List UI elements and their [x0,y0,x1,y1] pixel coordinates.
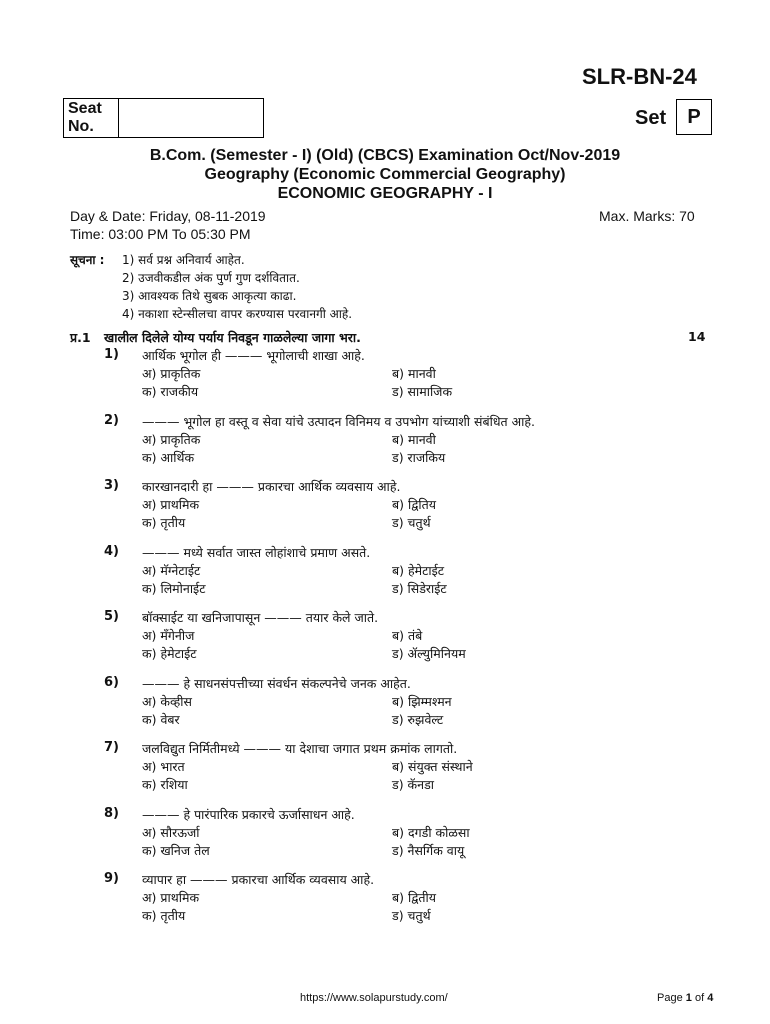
instruction-item: 4) नकाशा स्टेन्सीलचा वापर करण्यास परवानगी आहे. [122,307,353,321]
option-c: क) तृतीय [142,908,186,923]
instructions-label: सूचना : [70,253,105,267]
option-a: अ) मॅंगेनीज [142,628,195,643]
section-heading: खालील दिलेले योग्य पर्याय निवडून गाळलेल्या जागा भरा. [104,330,361,345]
question-text: जलविद्युत निर्मितीमध्ये ——— या देशाचा जगात प्रथम क्रमांक लागतो. [142,741,458,756]
question-text: ——— मध्ये सर्वात जास्त लोहांशाचे प्रमाण असते. [142,544,371,560]
question-number: 8) [104,805,119,821]
option-d: ड) कॅनडा [392,777,435,792]
page-number [657,992,713,1004]
seat-label-line1: Seat [68,100,102,117]
option-c: क) लिमोनाईट [142,580,206,596]
page-label: Page [657,992,683,1004]
question-number: 6) [104,674,119,690]
page-current: 1 [685,992,692,1004]
option-a: अ) प्राथमिक [142,497,200,512]
instruction-item: 1) सर्व प्रश्न अनिवार्य आहेत. [122,253,245,267]
option-c: क) हेमेटाईट [142,646,197,661]
instruction-item: 2) उजवीकडील अंक पुर्ण गुण दर्शवितात. [122,271,300,285]
seat-label-line2: No. [68,118,94,135]
question-number: 7) [104,740,119,755]
option-b: ब) दगडी कोळसा [392,824,470,840]
set-value-box: P [676,99,712,135]
option-d: ड) राजकिय [392,449,446,465]
question-number: 1) [104,347,119,362]
question-number: 9) [104,871,119,886]
section-marks: 14 [688,329,706,344]
question-text: ——— हे पारंपारिक प्रकारचे ऊर्जासाधन आहे. [142,806,355,822]
option-c: क) आर्थिक [142,449,195,465]
option-d: ड) सामाजिक [392,384,453,399]
option-a: अ) प्राथमिक [142,890,200,905]
exam-title: B.Com. (Semester - I) (Old) (CBCS) Examination Oct/Nov-2019 [149,147,621,164]
subject-title: Geography (Economic Commercial Geography) [204,166,566,183]
page-total: 4 [707,992,714,1004]
seat-number-field [119,99,263,137]
max-marks: Max. Marks: 70 [599,208,695,224]
option-c: क) तृतीय [142,515,186,530]
option-d: ड) रुझवेल्ट [392,711,444,727]
question-text: ——— भूगोल हा वस्तू व सेवा यांचे उत्पादन विनिमय व उपभोग यांच्याशी संबंधित आहे. [142,413,536,429]
paper-code: SLR-BN-24 [582,64,697,89]
option-a: अ) प्राकृतिक [142,431,201,447]
question-text: बॉक्साईट या खनिजापासून ——— तयार केले जाते. [142,610,379,625]
option-c: क) रशिया [142,777,188,792]
option-c: क) खनिज तेल [142,842,210,858]
seat-number-box [63,98,264,138]
section-number: प्र.1 [70,330,91,345]
option-d: ड) सिडेराईट [392,580,447,596]
option-b: ब) द्वितीय [392,890,437,905]
option-a: अ) मॅग्नेटाईट [142,562,201,578]
question-text: व्यापार हा ——— प्रकारचा आर्थिक व्यवसाय आहे. [142,872,375,887]
option-b: ब) संयुक्त संस्थाने [392,759,473,774]
question-number: 3) [104,478,119,493]
seat-label [64,99,119,137]
option-c: क) राजकीय [142,384,199,399]
option-a: अ) केव्हीस [142,693,192,709]
option-b: ब) हेमेटाईट [392,562,445,578]
option-c: क) वेबर [142,711,180,727]
option-b: ब) द्वितिय [392,497,437,512]
question-number: 2) [104,412,119,428]
footer-url: https://www.solapurstudy.com/ [300,992,448,1004]
question-number: 4) [104,543,119,559]
question-text: कारखानदारी हा ——— प्रकारचा आर्थिक व्यवसाय आहे. [142,479,401,494]
option-d: ड) नैसर्गिक वायू [392,842,465,858]
option-d: ड) चतुर्थ [392,515,431,530]
instruction-item: 3) आवश्यक तिथे सुबक आकृत्या काढा. [122,289,297,303]
option-a: अ) सौरऊर्जा [142,824,200,840]
set-label: Set [635,107,667,129]
day-date: Day & Date: Friday, 08-11-2019 [70,208,266,224]
option-d: ड) ॲल्युमिनियम [392,646,466,661]
option-b: ब) मानवी [392,431,436,447]
question-text: आर्थिक भूगोल ही ——— भूगोलाची शाखा आहे. [142,348,365,363]
paper-title: ECONOMIC GEOGRAPHY - I [277,185,493,202]
option-d: ड) चतुर्थ [392,908,431,923]
option-a: अ) भारत [142,759,185,774]
question-text: ——— हे साधनसंपत्तीच्या संवर्धन संकल्पनेचे जनक आहेत. [142,675,411,691]
exam-time: Time: 03:00 PM To 05:30 PM [70,226,251,242]
option-a: अ) प्राकृतिक [142,366,201,381]
page-of: of [694,992,705,1004]
option-b: ब) तंबे [392,628,423,643]
option-b: ब) झिम्मश्मन [392,693,452,709]
option-b: ब) मानवी [392,366,436,381]
question-number: 5) [104,609,119,624]
